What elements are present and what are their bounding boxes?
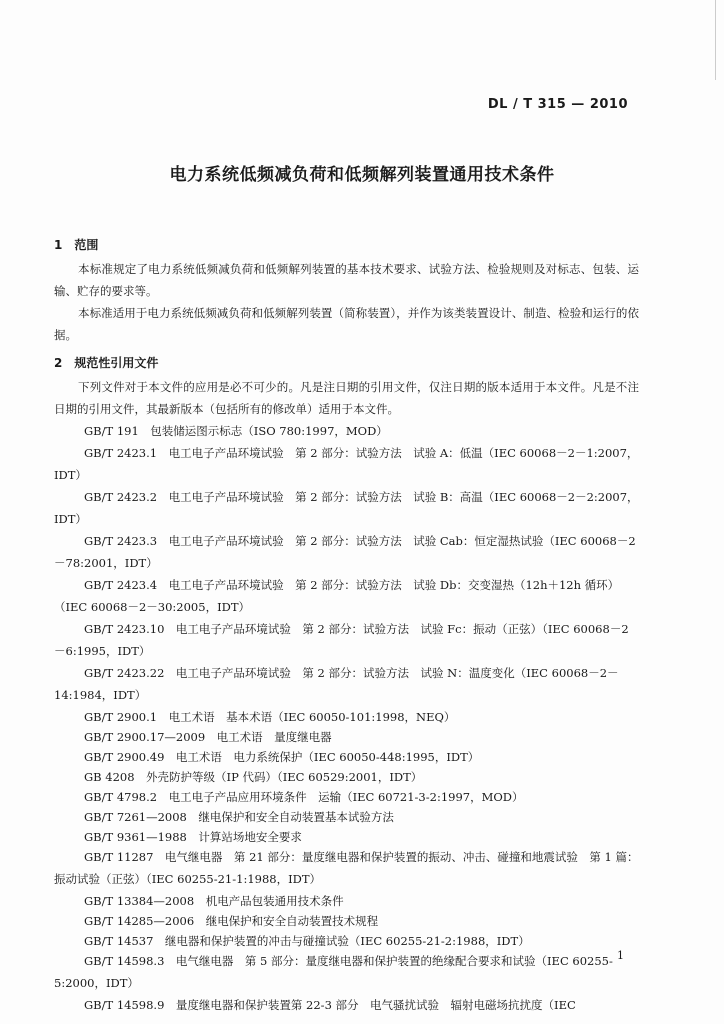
reference-item: GB/T 2900.49 电工术语 电力系统保护（IEC 60050-448:1995，IDT） — [84, 750, 480, 764]
section-1-heading: 1 范围 — [54, 238, 99, 252]
reference-item: GB/T 14285—2006 继电保护和安全自动装置技术规程 — [84, 914, 379, 928]
scan-edge-mark — [715, 0, 716, 80]
page-title: 电力系统低频减负荷和低频解列装置通用技术条件 — [169, 165, 555, 185]
reference-item: GB/T 14537 继电器和保护装置的冲击与碰撞试验（IEC 60255-21-2:1988，IDT） — [84, 934, 530, 948]
reference-item: GB/T 9361—1988 计算站场地安全要求 — [84, 830, 302, 844]
reference-item: GB/T 2423.3 电工电子产品环境试验 第 2 部分：试验方法 试验 Cab：恒定湿热试验（IEC 60068－2－78:2001，IDT） — [54, 534, 636, 570]
reference-item: GB/T 14598.3 电气继电器 第 5 部分：量度继电器和保护装置的绝缘配合要求和试验（IEC 60255-5:2000，IDT） — [54, 954, 613, 990]
reference-item: GB/T 7261—2008 继电保护和安全自动装置基本试验方法 — [84, 810, 394, 824]
reference-item: GB/T 4798.2 电工电子产品应用环境条件 运输（IEC 60721-3-2:1997，MOD） — [84, 790, 524, 804]
section-1-paragraph-1: 本标准规定了电力系统低频减负荷和低频解列装置的基本技术要求、试验方法、检验规则及对标志、包装、运输、贮存的要求等。 — [54, 262, 639, 298]
page-number: 1 — [617, 949, 624, 962]
section-2-heading: 2 规范性引用文件 — [54, 356, 159, 370]
reference-item: GB/T 2423.22 电工电子产品环境试验 第 2 部分：试验方法 试验 N：温度变化（IEC 60068－2－14:1984，IDT） — [54, 666, 619, 702]
reference-item: GB/T 14598.9 量度继电器和保护装置第 22-3 部分 电气骚扰试验 辐射电磁场抗扰度（IEC — [84, 998, 576, 1012]
reference-item: GB/T 2423.10 电工电子产品环境试验 第 2 部分：试验方法 试验 Fc：振动（正弦）（IEC 60068－2－6:1995，IDT） — [54, 622, 629, 658]
reference-item: GB/T 11287 电气继电器 第 21 部分：量度继电器和保护装置的振动、冲击、碰撞和地震试验 第 1 篇：振动试验（正弦）（IEC 60255-21-1:1988，IDT） — [54, 850, 639, 886]
section-2-intro: 下列文件对于本文件的应用是必不可少的。凡是注日期的引用文件，仅注日期的版本适用于本文件。凡是不注日期的引用文件，其最新版本（包括所有的修改单）适用于本文件。 — [54, 380, 639, 416]
reference-item: GB/T 2423.2 电工电子产品环境试验 第 2 部分：试验方法 试验 B：高温（IEC 60068－2－2:2007，IDT） — [54, 490, 639, 526]
reference-item: GB/T 13384—2008 机电产品包装通用技术条件 — [84, 894, 344, 908]
reference-item: GB/T 191 包装储运图示标志（ISO 780:1997，MOD） — [84, 424, 388, 438]
reference-item: GB/T 2900.17—2009 电工术语 量度继电器 — [84, 730, 332, 744]
reference-item: GB 4208 外壳防护等级（IP 代码）（IEC 60529:2001，IDT） — [84, 770, 423, 784]
standard-code: DL / T 315 — 2010 — [487, 97, 628, 112]
reference-item: GB/T 2423.1 电工电子产品环境试验 第 2 部分：试验方法 试验 A：低温（IEC 60068－2－1:2007，IDT） — [54, 446, 639, 482]
reference-item: GB/T 2900.1 电工术语 基本术语（IEC 60050-101:1998，NEQ） — [84, 710, 456, 724]
section-1-paragraph-2: 本标准适用于电力系统低频减负荷和低频解列装置（简称装置），并作为该类装置设计、制造、检验和运行的依据。 — [54, 306, 639, 342]
reference-item: GB/T 2423.4 电工电子产品环境试验 第 2 部分：试验方法 试验 Db：交变湿热（12h＋12h 循环）（IEC 60068－2－30:2005，IDT） — [54, 578, 620, 614]
